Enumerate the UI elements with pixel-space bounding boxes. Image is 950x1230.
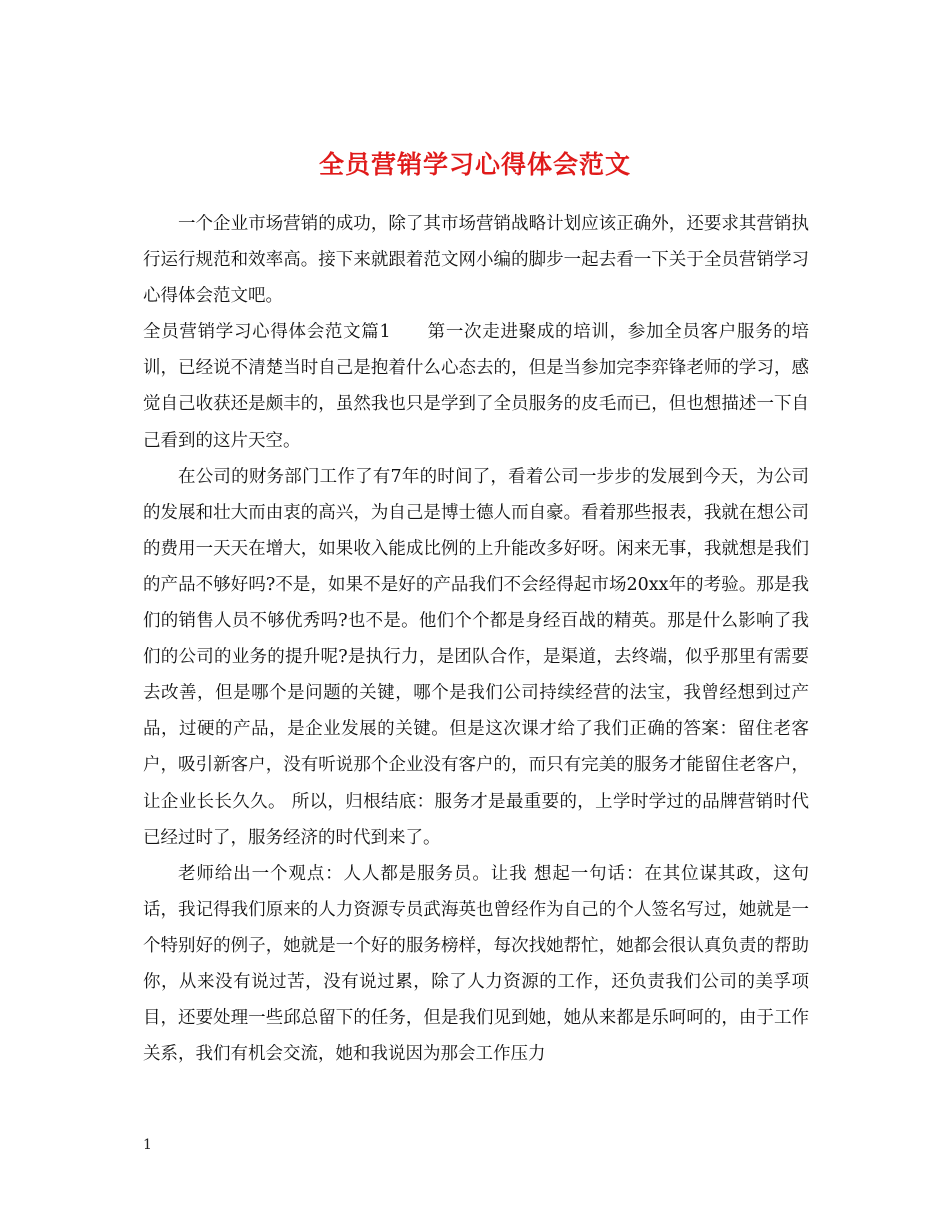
- paragraph-intro: 一个企业市场营销的成功，除了其市场营销战略计划应该正确外，还要求其营销执行运行规范和效率高。接下来就跟着范文网小编的脚步一起去看一下关于全员营销学习心得体会范文吧。: [143, 214, 809, 307]
- document-body: [143, 206, 809, 1072]
- paragraph-everyone-is-server: 老师给出一个观点：人人都是服务员。让我 想起一句话：在其位谋其政，这句话，我记得我们原来的人力资源专员武海英也曾经作为自己的个人签名写过，她就是一个特别好的例子，她就是一个好的服务榜样，每次找她帮忙，她都会很认真负责的帮助你，从来没有说过苦，没有说过累，除了人力资源的工作，还负责我们公司的美孚项目，还要处理一些邱总留下的任务，但是我们见到她，她从来都是乐呵呵的，由于工作关系，我们有机会交流，她和我说因为那会工作压力: [143, 863, 809, 1065]
- page-number: 1: [143, 1137, 152, 1153]
- paragraph-finance-reflection: 在公司的财务部门工作了有7年的时间了，看着公司一步步的发展到今天，为公司的发展和壮大而由衷的高兴，为自己是博士德人而自豪。看着那些报表，我就在想公司的费用一天天在增大，如果收入能成比例的上升能改多好呀。闲来无事，我就想是我们的产品不够好吗?不是，如果不是好的产品我们不会经得起市场20xx年的考验。那是我们的销售人员不够优秀吗?也不是。他们个个都是身经百战的精英。那是什么影响了我们的公司的业务的提升呢?是执行力，是团队合作，是渠道，去终端，似乎那里有需要去改善，但是哪个是问题的关键，哪个是我们公司持续经营的法宝，我曾经想到过产品，过硬的产品，是企业发展的关键。但是这次课才给了我们正确的答案：留住老客户，吸引新客户，没有听说那个企业没有客户的，而只有完美的服务才能留住老客户，让企业长长久久。 所以，归根结底：服务才是最重要的，上学时学过的品牌营销时代已经过时了，服务经济的时代到来了。: [143, 466, 809, 848]
- document-title: 全员营销学习心得体会范文: [318, 149, 631, 179]
- paragraph-article-1-opening: 全员营销学习心得体会范文篇1 第一次走进聚成的培训，参加全员客户服务的培训，已经说不清楚当时自己是抱着什么心态去的，但是当参加完李弈锋老师的学习，感觉自己收获还是颇丰的，虽然我也只是学到了全员服务的皮毛而已，但也想描述一下自己看到的这片天空。: [143, 322, 809, 451]
